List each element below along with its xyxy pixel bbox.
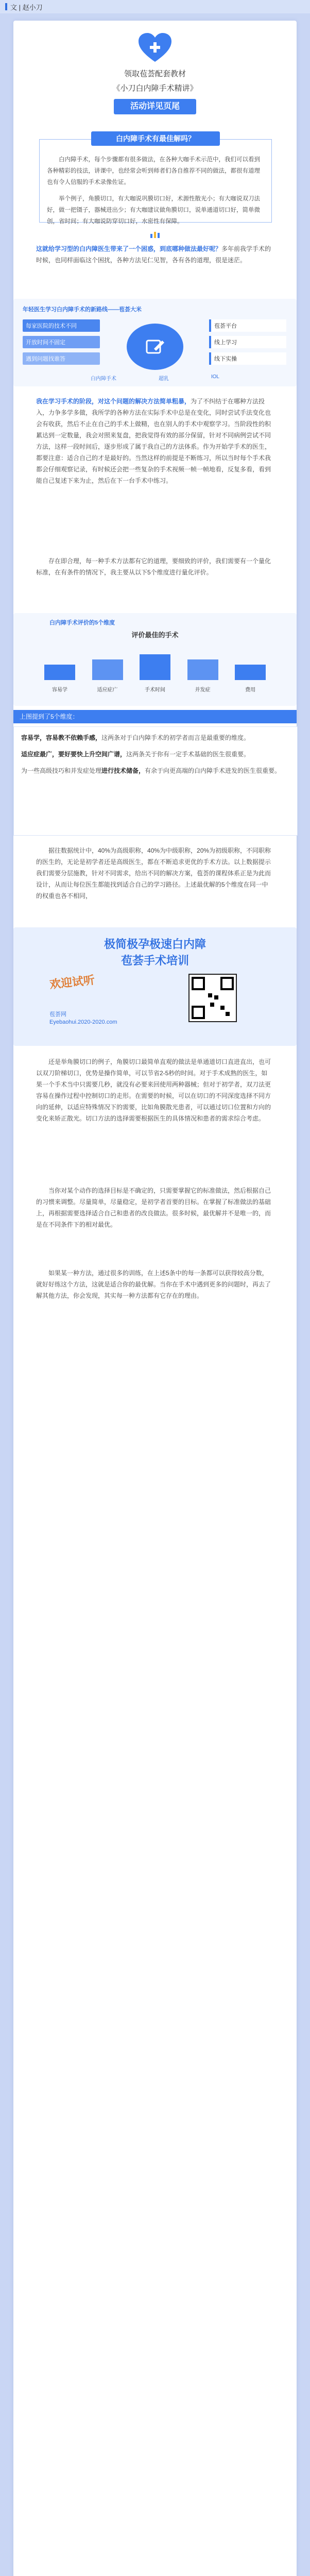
- method-paragraph: [36, 396, 273, 486]
- tips-box: [13, 726, 298, 836]
- bars-icon: [150, 231, 160, 238]
- tip-2: 适应症最广，要好要快上升空间广谱，这两条关于你有一定手术基础的医生很重要。: [21, 751, 250, 758]
- dimension-label: 并发症: [195, 687, 211, 693]
- infographic1-title: 年轻医生学习白内障手术的新路线——苞荟大米: [23, 307, 142, 313]
- right-item: 苞荟平台: [209, 319, 286, 332]
- dimension-label: 容易学: [52, 687, 67, 693]
- intro-paragraph-1: 白内障手术，每个步骤都有很多做法，在各种大咖手术示范中，我们可以看到各种精彩的技法，讲课中，也经常会听到师者们各自推荐不同的做法，都很有道理也有令人信服的手术录像佐证。: [47, 157, 260, 185]
- promo-welcome: 欢迎试听: [49, 973, 96, 991]
- author-line: 文 | 赵小刀: [10, 4, 43, 11]
- dimension-bar: [44, 665, 75, 680]
- left-item: 开放时间不固定: [23, 336, 100, 348]
- method-highlight: 我在学习手术的阶段，对这个问题的解决方法简单粗暴，: [36, 398, 191, 405]
- bottom-item: 超乳: [158, 376, 169, 382]
- top-bar: [0, 0, 310, 13]
- ending-paragraph-2: 当你对某个动作的选择目标是不确定的，只需要掌握它的标准做法，然后根据自己的习惯来调整。尽量简单，尽量稳定，是初学者首要的目标。在掌握了标准做法的基础上，再根据需要选择适合自己和患者的改良做法。很多时候，最优解并不是唯一的，而是在不同条件下的相对最优。: [36, 1187, 271, 1228]
- infographic2-head: 评价最佳的手术: [131, 631, 179, 639]
- question-highlight: 这就给学习型的白内障医生带来了一个困惑，到底哪种做法最好呢？: [36, 245, 222, 252]
- heart-plus-icon: [136, 31, 174, 64]
- qr-icon: [190, 975, 236, 1021]
- dimension-label: 适应症广: [97, 687, 118, 693]
- left-item: 每家医院的技术不同: [23, 319, 100, 332]
- hero-line1: 领取苞荟配套教材: [124, 70, 186, 78]
- question-paragraph: [36, 243, 273, 266]
- question-text: 多年前我学手术的时候，也同样面临这个困扰，各种方法见仁见智，各有各的道理，很是迷茫。: [36, 245, 271, 264]
- left-item: 遇到问题找谁答: [23, 352, 100, 365]
- right-item: 线上学习: [209, 336, 286, 348]
- reflection-paragraph: 存在即合理，每一种手术方法都有它的道理，要细致的评价，我们需要有一个量化标准，在有条件的情况下，我主要从以下5个维度进行量化评价。: [36, 557, 271, 576]
- data-paragraph: 据往数据统计中，40%为高级职称，40%为中级职称，20%为初级职称，不同职称的医生的，无论是初学者还是高级医生，都在不断追求更优的手术方法。以上数据提示我们需要分层施教，针对不同需求，给出不同的解决方案，苞荟的课程体系正是为此而设计，从而让每位医生都能找到适合自己的学习路径。上述最优解的5个维度在同一中的权重也各不相同，: [36, 847, 271, 900]
- tip-1: 容易学，容易教不依赖手感，这两条对于白内障手术的初学者而言是最重要的维度。: [21, 734, 250, 741]
- ending-paragraph-3: 如果某一种方法，通过很多的训练，在上述5条中的每一条都可以获得较高分数，就好好练这个方法，这就是适合你的最优解。当你在手术中遇到更多的问题时，再去了解其他方法，你会发现，其实每一种方法都有它存在的理由。: [36, 1269, 271, 1299]
- dimension-bar: [140, 654, 170, 680]
- dimension-label: 手术时间: [145, 687, 165, 693]
- ending-paragraph-1: 还是举角膜切口的例子，角膜切口最简单直观的做法是单通道切口直进直出，也可以双刀阶梯切口，优势是操作简单，可以节省2-5秒的时间。对于手术成熟的医生，如果一个手术当中只需要几秒，就没有必要来回使用两种器械；但对于初学者，双刀法更容易在操作过程中控制切口的走形。在需要的时候，可以在切口的不同深度选择不同方向的延伸，以适应特殊情况下的需要，比如角膜散光患者，可以通过切口位置和方向的变化来矫正散光。切口方法的选择需要根据医生的具体情况和患者的需求综合考虑。: [36, 1058, 271, 1122]
- intro-title: 白内障手术有最佳解吗？: [91, 131, 220, 146]
- infographic-dimensions: [13, 613, 297, 706]
- intro-box: [39, 134, 272, 225]
- dimension-label: 费用: [245, 687, 255, 693]
- bottom-item: 白内障手术: [91, 376, 116, 382]
- promo-site-label: 苞荟网: [49, 1011, 66, 1018]
- promo-banner: [13, 927, 297, 1046]
- bottom-item: IOL: [211, 374, 219, 380]
- infographic2-title: 白内障手术评价的5个维度: [49, 620, 115, 626]
- event-badge: 活动详见页尾: [114, 99, 196, 114]
- hero-line2: 《小刀白内障手术精讲》: [112, 84, 198, 93]
- article-card: [13, 21, 297, 2576]
- dimension-bar: [235, 665, 266, 680]
- accent-bar: [5, 3, 7, 10]
- infographic-routes: [13, 299, 297, 386]
- method-text: 为了不纠结于在哪种方法投入，力争多学多做，我所学的各种方法在实际手术中总是在变化，同时尝试手法变化也会有收获，然后不止在自己的手术上做精，也在别人的手术中观察学习。当阶段性的积累达到一定数量，我会对照来复盘，把我觉得有效的部分保留，针对不同病例尝试不同方法，这样一段时间后，逐步形成了属于我自己的方法体系。作为开始学手术的医生，都要注意：适合自己的才是最好的。当然这样的前提是不断练习，所以当时每个手术我都会仔细观察记录，有时候还会把一些复杂的手术视频一帧一帧地看，反复多看，看到能自己复述下来为止，然后在下一台手术中练习。: [36, 398, 271, 484]
- edit-icon: [145, 337, 165, 356]
- qr-code[interactable]: [188, 974, 237, 1022]
- tip-3: 为一些高级技巧和并发症处理进行技术储备，有余于向更高端的白内障手术进发的医生很重要。: [21, 767, 281, 774]
- section-bar: 上图提到了5个维度：: [13, 710, 297, 723]
- promo-site[interactable]: Eyebaohui.2020-2020.com: [49, 1019, 117, 1025]
- promo-title-1: 极简极孕极速白内障: [104, 938, 206, 951]
- dimension-bar: [187, 659, 218, 680]
- promo-title-2: 苞荟手术培训: [120, 954, 189, 967]
- right-item: 线下实操: [209, 352, 286, 365]
- dimension-bar: [92, 659, 123, 680]
- intro-paragraph-2: 举个例子，角膜切口，有大咖说巩膜切口好，术源性散光小；有大咖说双刀法好，做一把镊子，器械进出少；有大咖建议做角膜切口，说单通道切口好，简单微创，省时间；有大咖说防穿切口好，水密性有保障。: [47, 196, 260, 225]
